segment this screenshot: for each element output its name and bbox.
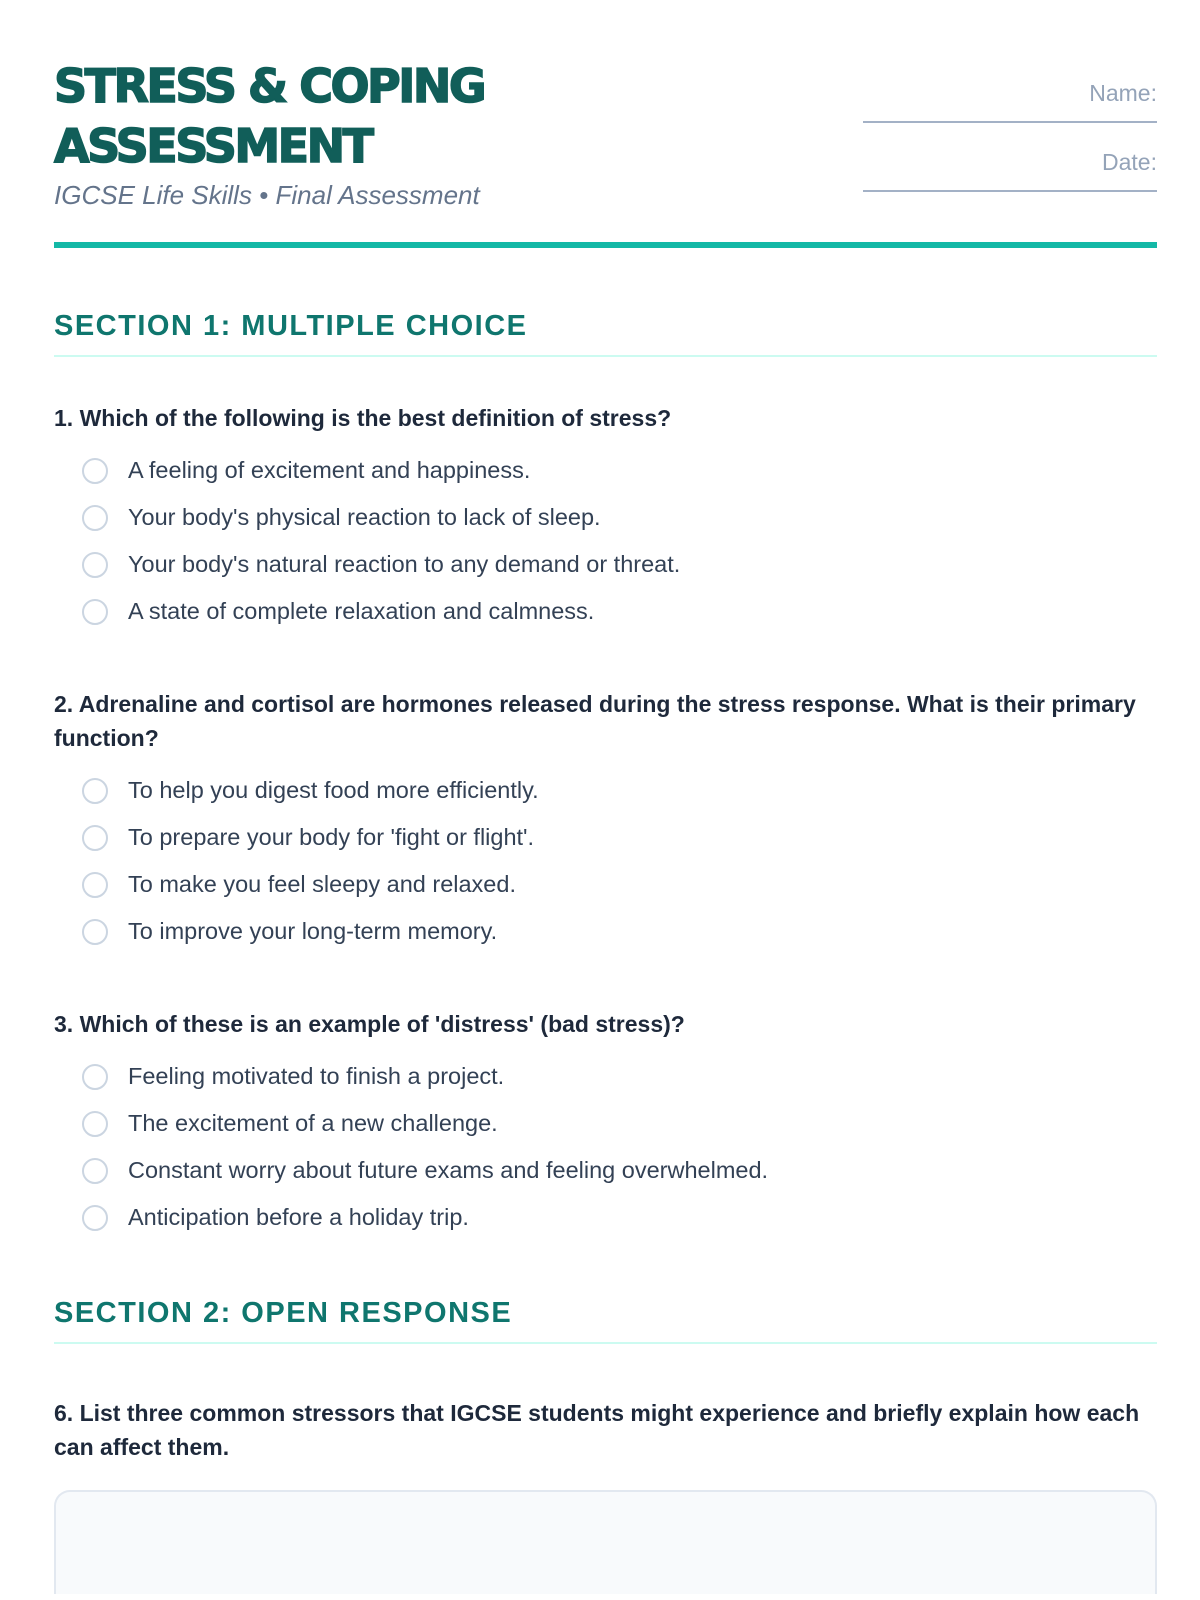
radio-button[interactable]	[82, 1064, 108, 1090]
option[interactable]	[54, 1194, 1157, 1241]
student-info	[863, 80, 1157, 218]
question	[54, 1007, 1157, 1241]
option-label: Your body's natural reaction to any demand or threat.	[128, 551, 681, 577]
option[interactable]	[54, 908, 1157, 955]
options	[54, 1053, 1157, 1241]
radio-button[interactable]	[82, 1158, 108, 1184]
option[interactable]	[54, 447, 1157, 494]
date-field[interactable]	[863, 190, 1157, 192]
option[interactable]	[54, 767, 1157, 814]
question-text: 1. Which of the following is the best definition of stress?	[54, 405, 672, 431]
option[interactable]	[54, 1100, 1157, 1147]
option-label: To prepare your body for 'fight or flight'.	[128, 824, 535, 850]
question-text: 2. Adrenaline and cortisol are hormones released during the stress response. What is their primary function?	[54, 691, 1136, 751]
section-1-header	[54, 310, 1157, 357]
title-line-2: ASSESSMENT	[54, 119, 372, 173]
radio-button[interactable]	[82, 1205, 108, 1231]
question-text: 3. Which of these is an example of 'distress' (bad stress)?	[54, 1011, 685, 1037]
radio-button[interactable]	[82, 919, 108, 945]
option[interactable]	[54, 541, 1157, 588]
option-label: Constant worry about future exams and feeling overwhelmed.	[128, 1157, 769, 1183]
option-label: A state of complete relaxation and calmness.	[128, 598, 595, 624]
radio-button[interactable]	[82, 458, 108, 484]
assessment-page	[54, 0, 1157, 1594]
section-title: SECTION 2: OPEN RESPONSE	[54, 1297, 513, 1329]
answer-textarea[interactable]	[54, 1490, 1157, 1594]
radio-button[interactable]	[82, 599, 108, 625]
radio-button[interactable]	[82, 505, 108, 531]
name-label: Name:	[1089, 80, 1157, 106]
option[interactable]	[54, 588, 1157, 635]
option-label: Your body's physical reaction to lack of sleep.	[128, 504, 601, 530]
options	[54, 447, 1157, 635]
option-label: Anticipation before a holiday trip.	[128, 1204, 469, 1230]
radio-button[interactable]	[82, 552, 108, 578]
date-label: Date:	[1102, 149, 1157, 175]
option-label: To help you digest food more efficiently.	[128, 777, 539, 803]
option[interactable]	[54, 861, 1157, 908]
option[interactable]	[54, 1147, 1157, 1194]
title-line-1: STRESS & COPING	[54, 59, 485, 113]
radio-button[interactable]	[82, 1111, 108, 1137]
option-label: Feeling motivated to finish a project.	[128, 1063, 505, 1089]
option[interactable]	[54, 814, 1157, 861]
options	[54, 767, 1157, 955]
section-2-header	[54, 1297, 1157, 1344]
option[interactable]	[54, 494, 1157, 541]
option-label: To improve your long-term memory.	[128, 918, 498, 944]
page-title	[54, 56, 484, 176]
radio-button[interactable]	[82, 778, 108, 804]
question	[54, 1396, 1157, 1594]
section-1-questions	[54, 401, 1157, 1241]
option-label: The excitement of a new challenge.	[128, 1110, 498, 1136]
question	[54, 687, 1157, 955]
question	[54, 401, 1157, 635]
section-title: SECTION 1: MULTIPLE CHOICE	[54, 310, 528, 342]
radio-button[interactable]	[82, 872, 108, 898]
subtitle: IGCSE Life Skills • Final Assessment	[54, 180, 480, 210]
name-field[interactable]	[863, 121, 1157, 123]
header-divider	[54, 242, 1157, 248]
question-text: 6. List three common stressors that IGCSE students might experience and briefly explain how each can affect them.	[54, 1400, 1140, 1460]
option-label: To make you feel sleepy and relaxed.	[128, 871, 516, 897]
option-label: A feeling of excitement and happiness.	[128, 457, 531, 483]
header	[54, 0, 1157, 250]
radio-button[interactable]	[82, 825, 108, 851]
option[interactable]	[54, 1053, 1157, 1100]
